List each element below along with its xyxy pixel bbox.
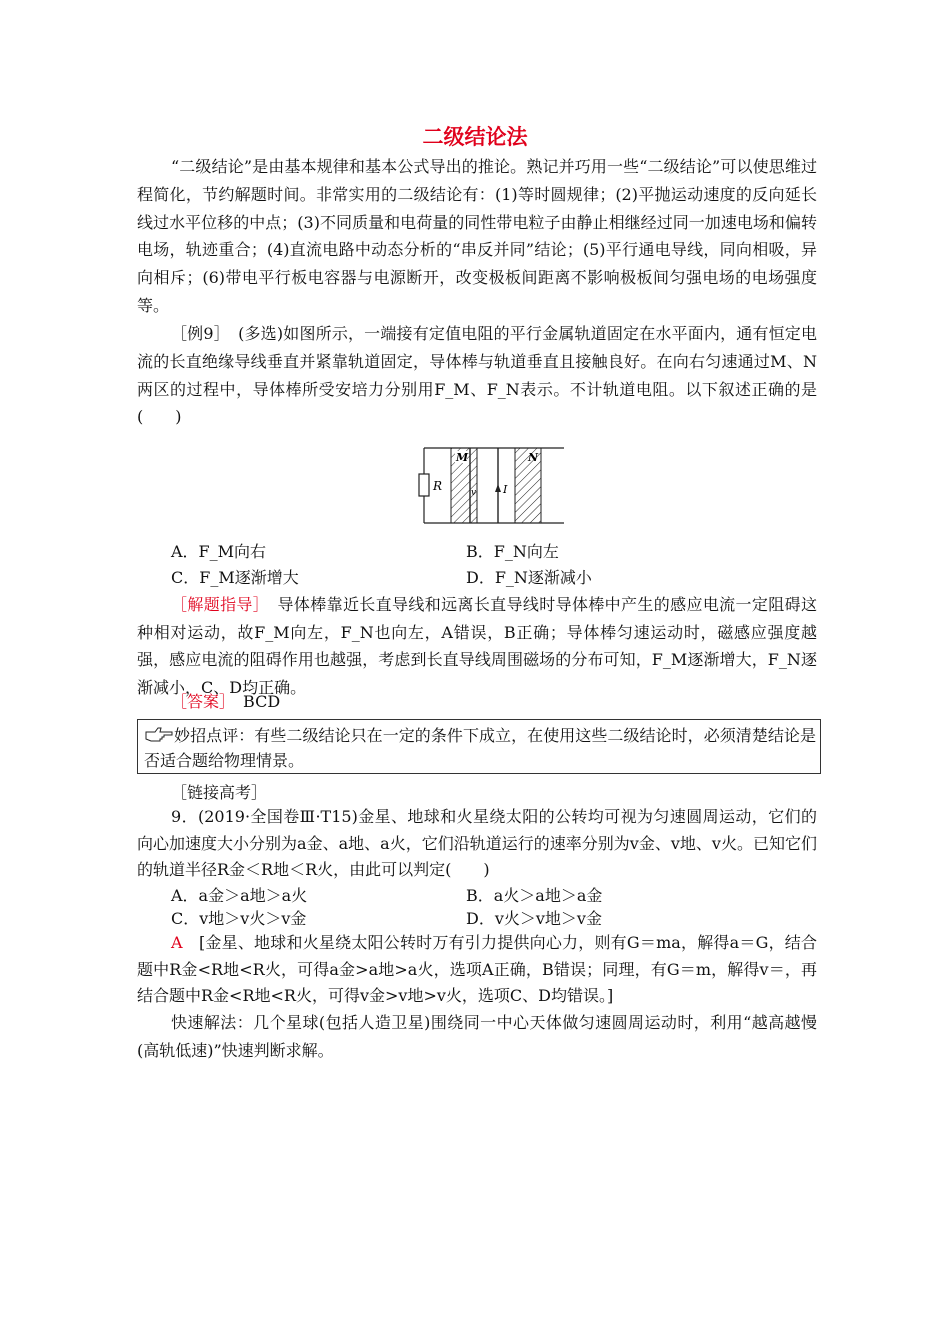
q9-option-d: D．v火＞v地＞v金 xyxy=(466,909,602,928)
resistor-label: R xyxy=(433,479,443,493)
page-title: 二级结论法 xyxy=(422,125,528,149)
comment-text: 妙招点评：有些二级结论只在一定的条件下成立，在使用这些二级结论时，必须清楚结论是否适合题给物理情景。 xyxy=(144,726,816,770)
option-a: A．F_M向右 xyxy=(171,542,267,561)
answer-value: BCD xyxy=(227,692,281,711)
region-n-label: N xyxy=(528,451,539,464)
q9-option-a: A．a金＞a地＞a火 xyxy=(171,886,308,905)
example-text: (多选)如图所示，一端接有定值电阻的平行金属轨道固定在水平面内，通有恒定电流的长直绝缘导线垂直并紧靠轨道固定，导体棒与轨道垂直且接触良好。在向右匀速通过M、N两区的过程中，导体棒所受安培力分别用F_M、F_N表示。不计轨道电阻。以下叙述正确的是( ) xyxy=(137,324,817,427)
velocity-label: v xyxy=(471,488,477,498)
guide-label: ［解题指导］ xyxy=(171,595,262,614)
link-label: ［链接高考］ xyxy=(171,783,268,802)
q9-option-b: B．a火＞a地＞a金 xyxy=(466,886,603,905)
intro-paragraph: “二级结论”是由基本规律和基本公式导出的推论。熟记并巧用一些“二级结论”可以使思维过程简化，节约解题时间。非常实用的二级结论有：(1)等时圆规律；(2)平抛运动速度的反向延长线过水平位移的中点；(3)不同质量和电荷量的同性带电粒子由静止相继经过同一加速电场和偏转电场，轨迹重合；(4)直流电路中动态分析的“串反并同”结论；(5)平行通电导线，同向相吸，异向相斥；(6)带电平行板电容器与电源断开，改变极板间距离不影响极板间匀强电场的电场强度等。 xyxy=(137,157,817,315)
resistor xyxy=(419,474,429,496)
current-label: I xyxy=(503,483,508,496)
current-arrow xyxy=(495,484,501,492)
solution-text: [金星、地球和火星绕太阳公转时万有引力提供向心力，则有G＝ma，解得a＝G，结合题中R金<R地<R火，可得a金>a地>a火，选项A正确，B错误；同理，有G＝m，解得v＝，再结合题中R金<R地<R火，可得v金>v地>v火，选项C、D均错误。] xyxy=(137,933,817,1005)
example-label: ［例9］ xyxy=(171,324,222,343)
option-d: D．F_N逐渐减小 xyxy=(466,568,592,587)
option-c: C．F_M逐渐增大 xyxy=(171,568,299,587)
comment-box xyxy=(137,719,821,774)
solution-paragraph xyxy=(137,930,817,1010)
rail-figure xyxy=(409,440,569,530)
question-9: 9．(2019·全国卷Ⅲ·T15)金星、地球和火星绕太阳的公转均可视为匀速圆周运动，它们的向心加速度大小分别为a金、a地、a火，它们沿轨道运行的速率分别为v金、v地、v火。已知它们的轨道半径R金＜R地＜R火，由此可以判定( ) xyxy=(137,807,817,879)
answer-label: ［答案］ xyxy=(171,692,228,711)
answer-line xyxy=(171,690,280,714)
q9-option-c: C．v地＞v火＞v金 xyxy=(171,909,307,928)
pointing-hand-icon xyxy=(144,726,174,744)
quick-method-paragraph: 快速解法：几个星球(包括人造卫星)围绕同一中心天体做匀速圆周运动时，利用“越高越慢(高轨低速)”快速判断求解。 xyxy=(137,1013,817,1060)
option-b: B．F_N向左 xyxy=(466,542,559,561)
region-m-label: M xyxy=(456,451,469,464)
solution-letter: A xyxy=(171,933,183,952)
example-paragraph xyxy=(137,320,817,431)
guide-text: 导体棒靠近长直导线和远离长直导线时导体棒中产生的感应电流一定阻碍这种相对运动，故F_M向左，F_N也向左，A错误，B正确；导体棒匀速运动时，磁感应强度越强，感应电流的阻碍作用也越强，考虑到长直导线周围磁场的分布可知，F_M逐渐增大，F_N逐渐减小，C、D均正确。 xyxy=(137,595,817,697)
guide-paragraph xyxy=(137,591,817,701)
